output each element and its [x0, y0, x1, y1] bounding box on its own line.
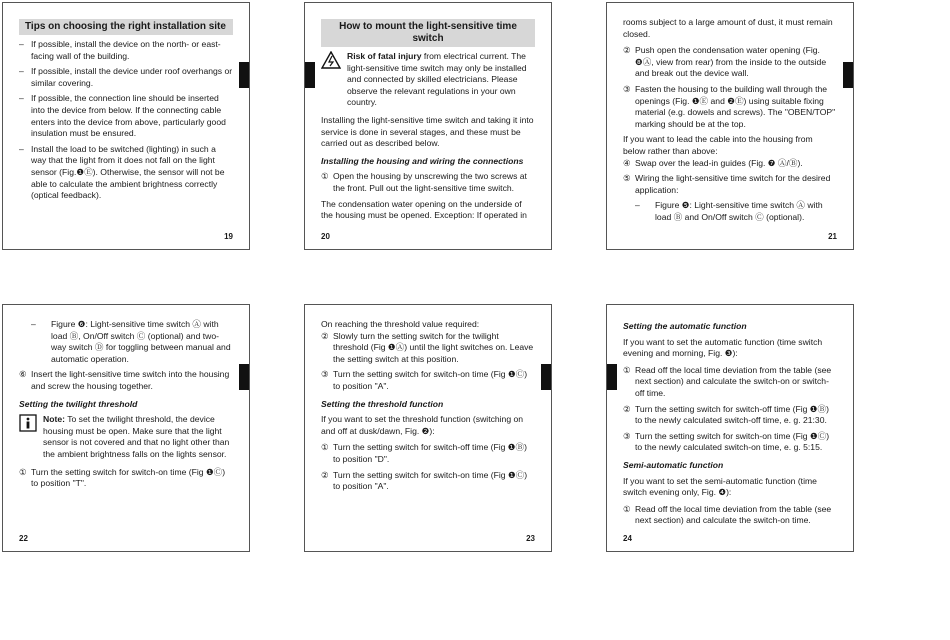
step-marker: ⑤: [623, 173, 631, 184]
step-marker: ①: [623, 503, 631, 514]
page-content: [19, 19, 233, 206]
thumb-index-tab: [305, 62, 315, 88]
info-icon: [19, 414, 37, 432]
step-item: ③ Fasten the housing to the building wall through the openings (Fig. ❶Ⓔ and ❷Ⓔ) using suitable fixing material (e.g. dowels and screws). The "OBEN/TOP" marking should be at the top.: [623, 83, 836, 129]
step-item: ⑥ Insert the light-sensitive time switch into the housing and screw the housing together.: [19, 369, 230, 391]
step-marker: ③: [321, 369, 329, 380]
bullet-item: – Install the load to be switched (lighting) in such a way that the light from it does not fall on the light sensor (Fig.❶Ⓔ). Otherwise, the sensor will not be able to calculate the ambient brightness correctly (optical feedback).: [19, 143, 225, 201]
step-marker: ③: [623, 430, 631, 441]
step-item: ② Turn the setting switch for switch-off time (Fig ❶Ⓑ) to the newly calculated switch-off time, e. g. 21:30.: [623, 403, 829, 426]
page-number: 19: [224, 232, 233, 241]
step-item: ③ Turn the setting switch for switch-on time (Fig ❶Ⓒ) to position "A".: [321, 369, 528, 391]
page-content: [623, 17, 837, 228]
page-content: [19, 319, 233, 494]
thumb-index-tab: [239, 62, 249, 88]
page-number: 21: [828, 232, 837, 241]
step-item: ② Push open the condensation water opening (Fig. ❽Ⓐ, view from rear) from the inside to the outside and break out the device wall.: [623, 45, 827, 79]
step-marker: ②: [623, 45, 631, 56]
paragraph: If you want to set the threshold function (switching on and off at dusk/dawn, Fig. ❷):: [321, 414, 524, 436]
step-item: ① Read off the local time deviation from the table (see next section) and calculate the switch-on or switch-off time.: [623, 364, 832, 398]
page-number: 23: [526, 534, 535, 543]
subheading: Setting the threshold function: [321, 398, 444, 409]
step-marker: ⑥: [19, 369, 27, 380]
step-marker: ①: [19, 466, 27, 477]
page-24: [606, 304, 854, 552]
note-block: [19, 414, 233, 460]
thumb-index-tab: [239, 364, 249, 390]
page-19: [2, 2, 250, 250]
thumb-index-tab: [843, 62, 853, 88]
note-text: To set the twilight threshold, the device housing must be open. Make sure that the light sensor is not covered and that no light other than the ambient brightness falls on the lights sensor.: [43, 414, 230, 459]
dash-marker: –: [19, 143, 24, 154]
step-item: ④ Swap over the lead-in guides (Fig. ❼ Ⓐ/Ⓑ).: [623, 157, 803, 168]
continued-paragraph: rooms subject to a large amount of dust, it must remain closed.: [623, 17, 833, 39]
dash-marker: –: [31, 319, 36, 329]
note-title: Note:: [43, 414, 65, 425]
paragraph: If you want to set the automatic function (time switch evening and morning, Fig. ❸):: [623, 336, 823, 359]
subheading: Setting the automatic function: [623, 321, 747, 331]
warning-title: Risk of fatal injury: [347, 51, 422, 61]
paragraph: On reaching the threshold value required:: [321, 319, 480, 329]
intro-paragraph: Installing the light-sensitive time switch and taking it into service is done in several stages, and these must be carried out as described below.: [321, 114, 534, 149]
dash-marker: –: [635, 200, 640, 211]
section-heading: How to mount the light-sensitive time switch: [321, 19, 535, 47]
step-marker: ①: [623, 364, 631, 375]
dash-marker: –: [19, 39, 24, 49]
warning-triangle-icon: [321, 51, 341, 69]
page-content: [321, 319, 535, 497]
step-marker: ③: [623, 83, 631, 94]
dash-marker: –: [19, 66, 24, 77]
step-item: ② Turn the setting switch for switch-on time (Fig ❶Ⓒ) to position "A".: [321, 469, 528, 492]
page-number: 20: [321, 232, 330, 241]
step-item: ① Read off the local time deviation from the table (see next section) and calculate the switch-on time.: [623, 503, 832, 526]
step-marker: ①: [321, 442, 329, 453]
step-item: ③ Turn the setting switch for switch-on time (Fig ❶Ⓒ) to the newly calculated switch-on time, e. g. 5:15.: [623, 430, 830, 453]
bullet-item: – If possible, install the device on the north- or east-facing wall of the building.: [19, 39, 221, 61]
paragraph: If you want to set the semi-automatic function (time switch evening only, Fig. ❹):: [623, 475, 817, 498]
dash-marker: –: [19, 93, 24, 104]
page-content: [321, 19, 535, 227]
step-item: ① Turn the setting switch for switch-off time (Fig ❶Ⓑ) to position "D".: [321, 442, 527, 464]
step-marker: ②: [321, 469, 329, 480]
note-paragraph: The condensation water opening on the underside of the housing must be opened. Exception: If operated in: [321, 198, 527, 221]
figure-reference: – Figure ❻: Light-sensitive time switch Ⓐ with load Ⓑ, On/Off switch Ⓒ (optional) and two-way switch Ⓓ for toggling between manual and automatic operation.: [31, 319, 231, 364]
step-item: ⑤ Wiring the light-sensitive time switch for the desired application:: [623, 173, 831, 195]
page-number: 24: [623, 534, 632, 543]
page-21: [606, 2, 854, 250]
subheading: Installing the housing and wiring the connections: [321, 155, 524, 166]
subheading: Semi-automatic function: [623, 459, 724, 470]
step-item: ② Slowly turn the setting switch for the twilight threshold (Fig ❶Ⓐ) until the light switches on. Leave the setting switch at this position.: [321, 330, 534, 364]
warning-block: [321, 51, 535, 109]
step-item: ① Open the housing by unscrewing the two screws at the front. Pull out the light-sensitive time switch.: [321, 171, 527, 193]
warning-text: from electrical current. The light-sensitive time switch may only be installed and connected by skilled electricians. Please observe the relevant regulations in your own country.: [347, 51, 527, 108]
subheading: Setting the twilight threshold: [19, 398, 138, 409]
step-marker: ①: [321, 171, 329, 182]
thumb-index-tab: [607, 364, 617, 390]
step-marker: ④: [623, 157, 631, 168]
page-23: [304, 304, 552, 552]
thumb-index-tab: [541, 364, 551, 390]
page-20: [304, 2, 552, 250]
bullet-item: – If possible, install the device under roof overhangs or similar covering.: [19, 66, 233, 88]
paragraph: If you want to lead the cable into the housing from below rather than above:: [623, 134, 813, 156]
page-number: 22: [19, 534, 28, 543]
figure-reference: – Figure ❺: Light-sensitive time switch Ⓐ with load Ⓑ and On/Off switch Ⓒ (optional).: [635, 200, 823, 222]
page-content: [623, 321, 837, 531]
page-22: [2, 304, 250, 552]
section-heading: Tips on choosing the right installation site: [19, 19, 233, 35]
step-item: ① Turn the setting switch for switch-on time (Fig ❶Ⓒ) to position "T".: [19, 466, 226, 489]
step-marker: ②: [321, 330, 329, 341]
bullet-item: – If possible, the connection line should be inserted into the device from below. If the connecting cable enters into the device from above, particularly good insulation must be ensured.: [19, 93, 226, 139]
step-marker: ②: [623, 403, 631, 414]
